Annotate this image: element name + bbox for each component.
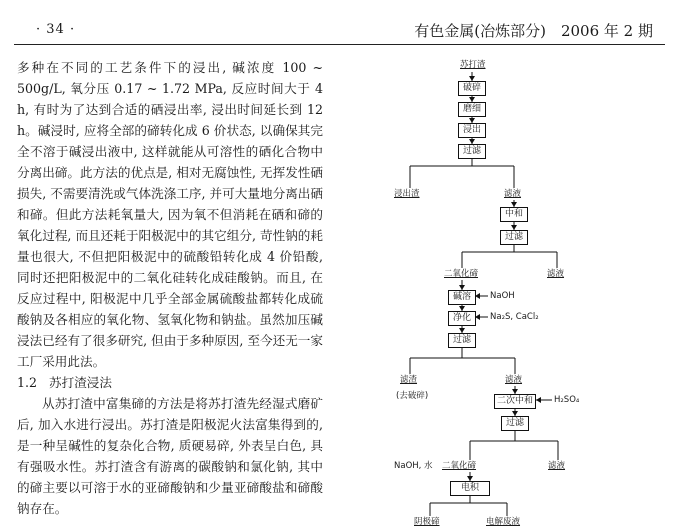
- section-number: 1.2: [17, 375, 38, 390]
- paragraph-soda-slag: 从苏打渣中富集碲的方法是将苏打渣先经湿式磨矿后, 加入水进行浸出。苏打渣是阳极泥火法富集得到的, 是一种呈碱性的复杂化合物, 质硬易碎, 外表呈白色, 具有强吸水性。苏打渣含有游离的碳酸钠和氯化钠, 其中的碲主要以可溶于水的亚碲酸钠和少量亚碲酸盐和碲酸钠存在。: [17, 396, 323, 516]
- node-filtrate-2: 滤液: [547, 269, 565, 279]
- header-rule: [14, 44, 665, 45]
- node-cathode-te: 阴极碲: [414, 517, 440, 527]
- node-alkali-leach: 碱溶: [448, 290, 476, 305]
- label-naoh-water: NaOH, 水: [394, 461, 433, 471]
- node-filter-4: 过滤: [501, 416, 529, 431]
- label-purify-reagents: Na₂S, CaCl₂: [490, 312, 539, 322]
- node-filter-3: 过滤: [448, 333, 476, 348]
- label-naoh: NaOH: [490, 291, 515, 301]
- node-leach-residue: 浸出渣: [394, 189, 420, 199]
- node-spent-electrolyte: 电解废液: [486, 517, 521, 527]
- page-number: · 34 ·: [36, 22, 76, 37]
- node-filtrate-3: 滤液: [505, 375, 523, 385]
- journal-title: 有色金属(冶炼部分) 2006 年 2 期: [414, 22, 653, 40]
- paragraph-pressure-leach: 多种在不同的工艺条件下的浸出, 碱浓度 100 ~ 500g/L, 氧分压 0.17 ~ 1.72 MPa, 反应时间大于 4 h, 有时为了达到合适的硒浸出率, 浸出时间延长到 12 h。碱浸时, 应将全部的碲转化成 6 价状态, 以确保其完全不溶于碱浸出液中, 这样就能从可溶性的硒化合物中分离出碲。此方法的优点是, 相对无腐蚀性, 无挥发性硒损失, 不需要清洗或气体洗涤工序, 并可大量地分离出硒和碲。但此方法耗氧量大, 因为氧不但消耗在硒和碲的氧化过程, 而且还耗于阳极泥中的其它组分, 苛性钠的耗量也很大, 不但把阳极泥中的硫酸铅转化成 4 价铅酸, 同时还把阳极泥中的二氧化硅转化成硅酸钠。而且, 在反应过程中, 阳极泥中几乎全部金属硫酸盐都转化成硫酸钠及各相应的氧化物、氢氧化物和钠盐。虽然加压碱浸法已经有了很多研究, 但由于多种原因, 至今还无一家工厂采用此法。: [17, 60, 323, 369]
- node-second-neutralize: 二次中和: [494, 394, 536, 409]
- node-filter-2: 过滤: [500, 230, 528, 245]
- section-heading: [17, 372, 323, 393]
- node-teo2-2: 二氧化碲: [442, 461, 477, 471]
- node-purify: 净化: [448, 311, 476, 326]
- label-h2so4: H₂SO₄: [554, 395, 580, 405]
- process-flowchart: [330, 48, 677, 530]
- node-crush: 破碎: [458, 81, 486, 96]
- node-leach: 浸出: [458, 123, 486, 138]
- node-grind: 磨细: [458, 102, 486, 117]
- body-text-column: [17, 57, 323, 519]
- node-filtrate-4: 滤液: [548, 461, 566, 471]
- node-electrowin: 电积: [450, 481, 490, 496]
- node-filtrate-1: 滤液: [504, 189, 522, 199]
- node-residue-2: 滤渣: [400, 375, 418, 385]
- flowchart-connectors: [330, 48, 677, 530]
- page-header: [0, 0, 677, 46]
- label-to-crush: (去破碎): [396, 391, 429, 401]
- node-teo2-1: 二氧化碲: [444, 269, 479, 279]
- node-soda-slag: 苏打渣: [460, 60, 486, 70]
- section-title: 苏打渣浸法: [49, 375, 112, 390]
- node-filter-1: 过滤: [458, 144, 486, 159]
- node-neutralize: 中和: [500, 207, 528, 222]
